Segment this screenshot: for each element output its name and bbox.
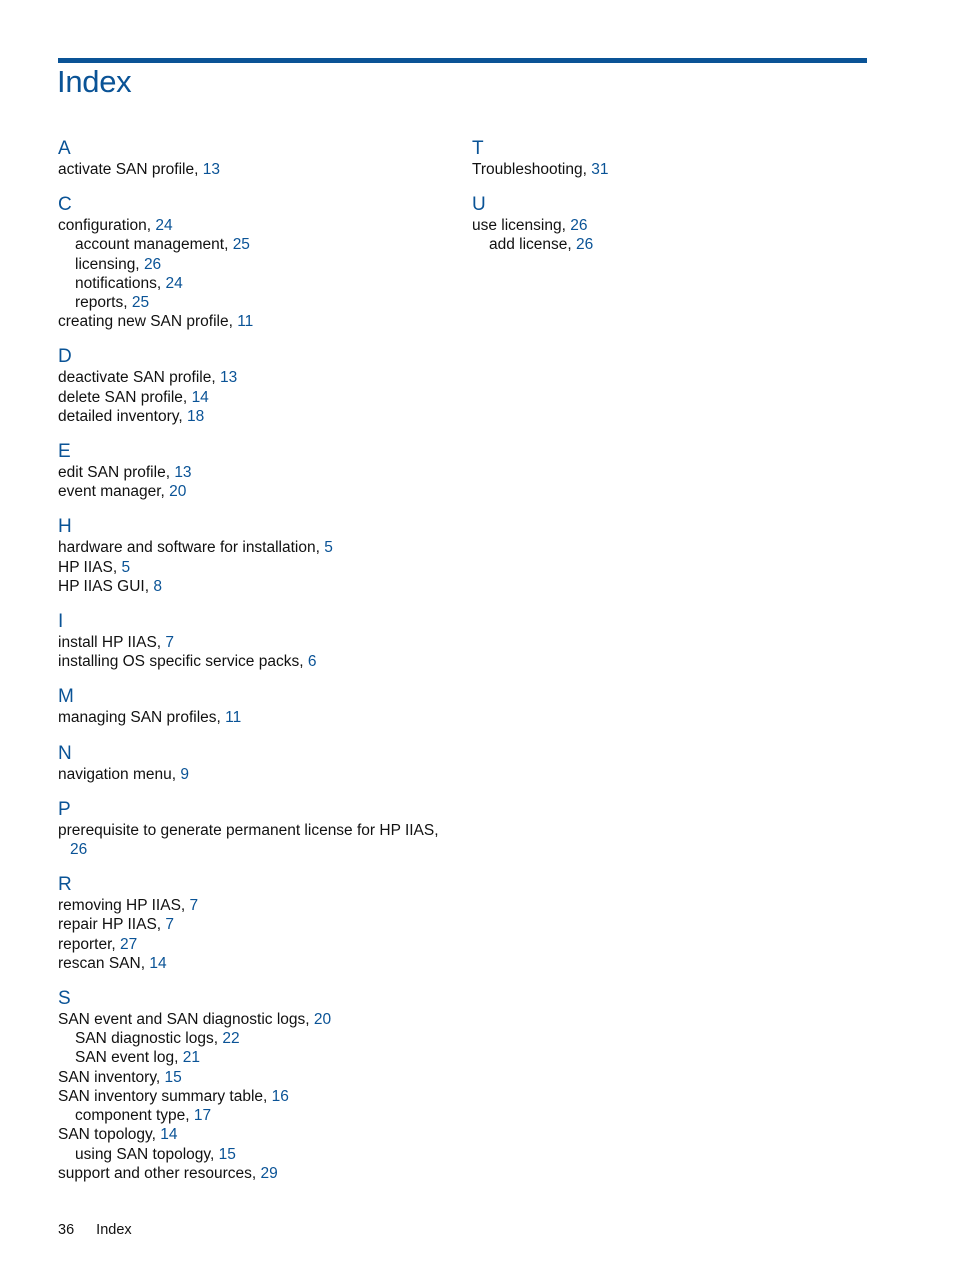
page-link[interactable]: 18 (186, 407, 205, 425)
page-link[interactable]: 16 (271, 1087, 289, 1105)
entry-term: activate SAN profile, (58, 161, 199, 178)
index-entry (58, 652, 448, 671)
index-subentry (58, 255, 448, 274)
page-link[interactable]: 7 (165, 916, 175, 934)
index-letter: I (58, 611, 64, 633)
page-link[interactable]: 5 (121, 558, 131, 576)
index-entry (58, 558, 448, 577)
index-entry (58, 915, 448, 934)
entry-term: reports, (75, 294, 128, 312)
index-entry (58, 708, 448, 727)
page-link[interactable]: 9 (180, 765, 189, 783)
page-link[interactable]: 21 (182, 1049, 200, 1067)
page-link[interactable]: 24 (165, 274, 183, 292)
page-footer (58, 1222, 132, 1238)
index-letter: U (472, 194, 486, 216)
entry-term: rescan SAN, (58, 954, 146, 972)
index-group-s (58, 988, 448, 1183)
index-letter: P (58, 798, 71, 820)
index-group-h (58, 516, 448, 596)
index-letter: D (58, 346, 72, 368)
page-link[interactable]: 5 (324, 539, 333, 557)
entry-term: SAN topology, (58, 1126, 156, 1144)
entry-term: managing SAN profiles, (58, 709, 221, 727)
index-group-p (58, 799, 448, 859)
entry-term: SAN event and SAN diagnostic logs, (58, 1011, 310, 1029)
entry-term: notifications, (75, 274, 162, 292)
index-entry (472, 160, 862, 179)
page-link[interactable]: 20 (313, 1011, 332, 1029)
entry-term: detailed inventory, (58, 407, 183, 425)
index-group-u (472, 194, 862, 254)
index-entry (58, 1125, 448, 1144)
index-entry (58, 896, 448, 915)
index-entry (58, 482, 448, 501)
index-letter: C (58, 194, 72, 216)
entry-term: deactivate SAN profile, (58, 369, 216, 387)
index-entry (58, 840, 448, 859)
page-link[interactable]: 24 (155, 217, 173, 235)
page-link[interactable]: 14 (149, 954, 167, 972)
page-link[interactable]: 8 (153, 577, 162, 595)
entry-term: edit SAN profile, (58, 464, 170, 482)
index-entry (58, 1068, 448, 1087)
page-link[interactable]: 11 (237, 313, 254, 331)
page-link[interactable]: 26 (576, 236, 594, 254)
index-entry (58, 765, 448, 784)
index-group-d (58, 346, 448, 426)
entry-term: using SAN topology, (75, 1145, 215, 1163)
entry-term: reporter, (58, 935, 116, 953)
index-subentry (58, 274, 448, 293)
index-letter: N (58, 742, 72, 764)
entry-term: HP IIAS, (58, 558, 118, 576)
index-entry (58, 216, 448, 235)
index-entry (58, 1010, 448, 1029)
page-link[interactable]: 14 (191, 388, 209, 406)
index-letter: R (58, 874, 72, 896)
page-title: Index (57, 64, 132, 99)
page-link[interactable]: 17 (193, 1107, 212, 1125)
footer-page-number: 36 (58, 1222, 75, 1238)
entry-term: support and other resources, (58, 1164, 257, 1182)
index-entry (58, 821, 448, 840)
page-link[interactable]: 27 (120, 935, 138, 953)
index-letter: E (58, 441, 71, 463)
index-letter: T (472, 138, 484, 159)
index-entry (58, 1164, 448, 1183)
page-link[interactable]: 29 (260, 1164, 278, 1182)
entry-term: delete SAN profile, (58, 388, 188, 406)
entry-term: creating new SAN profile, (58, 313, 233, 331)
entry-term: SAN event log, (75, 1049, 179, 1067)
index-column-left (58, 138, 448, 1198)
index-subentry (58, 1145, 448, 1164)
entry-term: hardware and software for installation, (58, 539, 320, 557)
index-subentry (58, 1048, 448, 1067)
index-column-right (472, 138, 862, 270)
index-subentry (58, 235, 448, 254)
index-entry (58, 160, 448, 179)
page-link[interactable]: 26 (570, 217, 588, 235)
index-subentry (58, 293, 448, 312)
index-group-i (58, 611, 448, 671)
entry-term: event manager, (58, 483, 165, 501)
index-subentry (472, 235, 862, 254)
entry-term: configuration, (58, 217, 152, 235)
page-link[interactable]: 25 (232, 236, 250, 254)
index-letter: S (58, 988, 71, 1010)
page-link[interactable]: 26 (143, 255, 162, 273)
page-link[interactable]: 15 (164, 1068, 182, 1086)
index-group-n (58, 743, 448, 784)
entry-term: navigation menu, (58, 765, 177, 783)
page-link[interactable]: 20 (169, 483, 187, 501)
index-group-t (472, 138, 862, 179)
entry-term: repair HP IIAS, (58, 916, 162, 934)
index-letter: M (58, 686, 74, 708)
page-link[interactable]: 13 (219, 369, 238, 387)
title-rule (58, 58, 867, 63)
index-group-c (58, 194, 448, 331)
page-link[interactable]: 14 (160, 1126, 178, 1144)
entry-term: licensing, (75, 255, 140, 273)
index-subentry (58, 1106, 448, 1125)
index-group-a (58, 138, 448, 179)
entry-term: prerequisite to generate permanent license for HP IIAS, (58, 821, 439, 839)
entry-term: add license, (489, 236, 572, 254)
entry-term: installing OS specific service packs, (58, 653, 304, 671)
entry-term: SAN diagnostic logs, (75, 1030, 219, 1048)
index-group-m (58, 686, 448, 727)
footer-section: Index (96, 1222, 132, 1238)
index-subentry (58, 1029, 448, 1048)
entry-term: install HP IIAS, (58, 634, 162, 652)
index-entry (58, 1087, 448, 1106)
page-link[interactable]: 7 (165, 634, 175, 652)
index-entry (58, 577, 448, 596)
index-entry (472, 216, 862, 235)
page-link[interactable]: 13 (202, 161, 220, 178)
index-entry (58, 312, 448, 331)
entry-term: SAN inventory, (58, 1068, 161, 1086)
entry-term: use licensing, (472, 217, 566, 235)
page-link[interactable]: 22 (222, 1030, 240, 1048)
index-entry (58, 935, 448, 954)
page-link[interactable]: 31 (591, 161, 609, 178)
index-entry (58, 954, 448, 973)
page-link[interactable]: 25 (131, 294, 150, 312)
index-entry (58, 388, 448, 407)
entry-term: component type, (75, 1107, 190, 1125)
page-link[interactable]: 26 (70, 841, 88, 859)
index-entry (58, 633, 448, 652)
entry-term: removing HP IIAS, (58, 897, 186, 915)
page-link[interactable]: 15 (218, 1145, 236, 1163)
page-link[interactable]: 7 (189, 897, 199, 915)
page-link[interactable]: 13 (174, 464, 192, 482)
index-entry (58, 463, 448, 482)
entry-term: SAN inventory summary table, (58, 1087, 268, 1105)
page-link[interactable]: 6 (307, 653, 317, 671)
page-link[interactable]: 11 (225, 709, 242, 727)
entry-term: account management, (75, 236, 229, 254)
index-group-e (58, 441, 448, 501)
entry-term: Troubleshooting, (472, 161, 587, 178)
index-entry (58, 407, 448, 426)
entry-term: HP IIAS GUI, (58, 577, 150, 595)
index-letter: A (58, 138, 71, 159)
index-group-r (58, 874, 448, 973)
index-entry (58, 368, 448, 387)
index-entry (58, 538, 448, 557)
index-letter: H (58, 516, 72, 538)
